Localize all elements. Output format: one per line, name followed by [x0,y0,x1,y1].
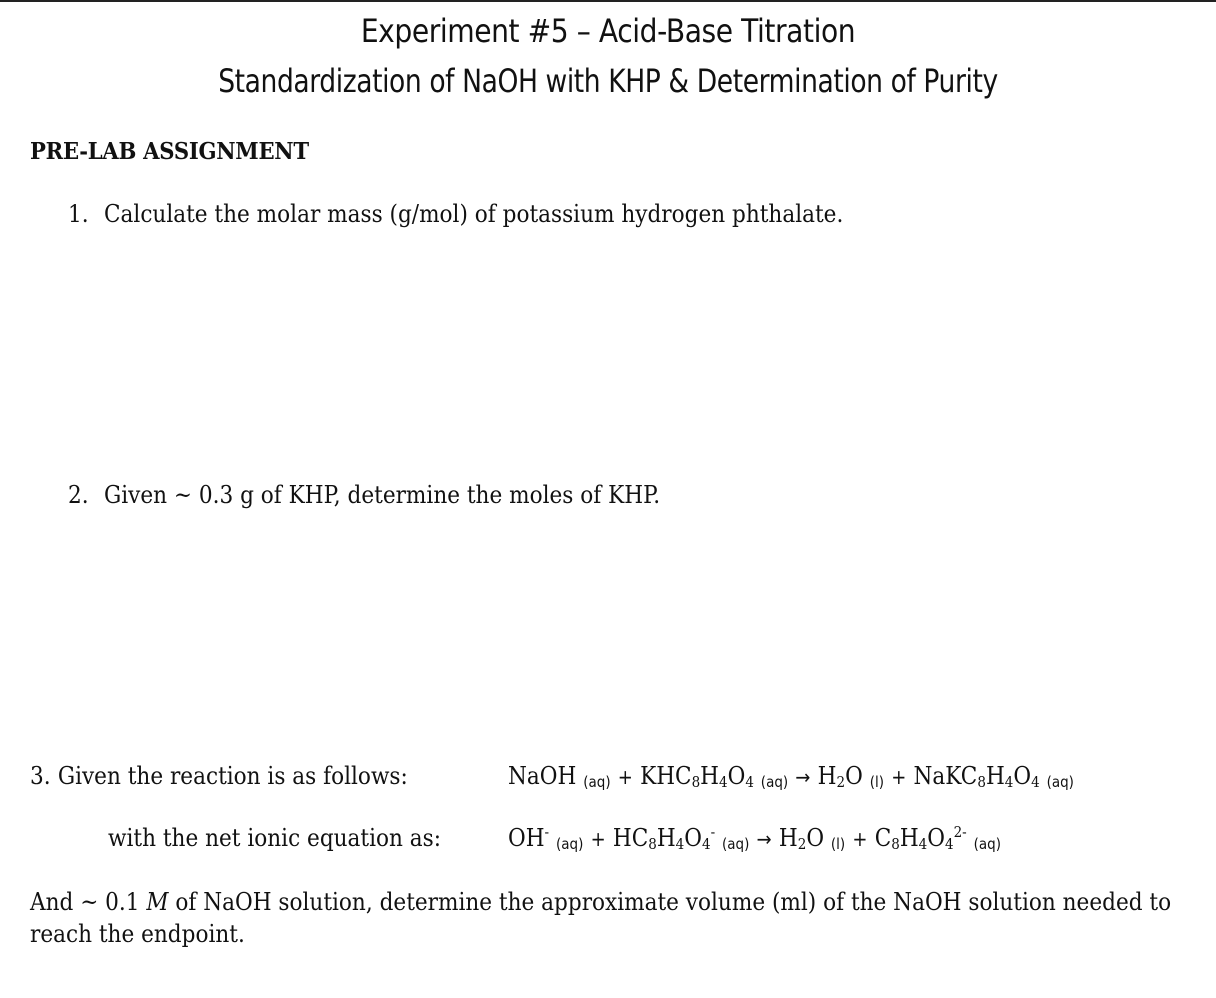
state-label: (aq) [973,835,1001,853]
question-2-number: 2. [68,481,89,509]
plus-sign: + [891,765,907,789]
net-ionic-label: with the net ionic equation as: [108,824,442,852]
question-1-text: Calculate the molar mass (g/mol) of potassium hydrogen phthalate. [104,200,844,228]
reactant-hydroxide: OH- [508,823,550,852]
question-3-number: 3. [30,762,51,790]
top-rule [0,0,1216,2]
question-1-number: 1. [68,200,89,228]
plus-sign: + [617,765,633,789]
molarity-unit: M [146,888,169,916]
net-ionic-equation [508,824,1001,853]
reaction-equation [508,762,1074,791]
title-line-1: Experiment #5 – Acid-Base Titration [360,12,856,50]
product-salt: $NaKC_8H_4O_4$ [913,762,1040,791]
question-3-continuation: And ~ 0.1 M of NaOH solution, determine the approximate volume (ml) of the NaOH solution needed to reach the endpoint. [30,888,1172,948]
reactant-khp: $KHC_8H_4O_4$ [640,762,754,791]
reactant-hydrogen-phthalate: $HC_8H_4O_4^-$ [612,823,716,853]
reaction-arrow: → [795,765,811,789]
state-label: (aq) [1046,773,1074,791]
title-line-2: Standardization of NaOH with KHP & Determination of Purity [218,62,998,100]
state-label: (aq) [583,773,611,791]
question-3-text: Given the reaction is as follows: [57,762,408,790]
state-label: (aq) [760,773,789,791]
question-2-text: Given ~ 0.3 g of KHP, determine the moles of KHP. [104,481,661,509]
section-heading: PRE-LAB ASSIGNMENT [30,138,309,165]
question-2 [68,481,660,509]
question-3 [30,762,408,790]
reactant-naoh: NaOH [508,762,577,790]
state-label: (aq) [722,835,750,853]
plus-sign: + [590,827,606,851]
plus-sign: + [852,827,868,851]
reaction-arrow: → [756,827,772,851]
state-label: (l) [830,835,846,853]
question-1 [68,200,843,228]
state-label: (aq) [555,835,584,853]
state-label: (l) [869,773,884,791]
product-water: $H_2O$ [778,824,825,853]
product-water: $H_2O$ [817,762,863,791]
product-phthalate: $C_8H_4O_4^{2-}$ [874,823,967,853]
